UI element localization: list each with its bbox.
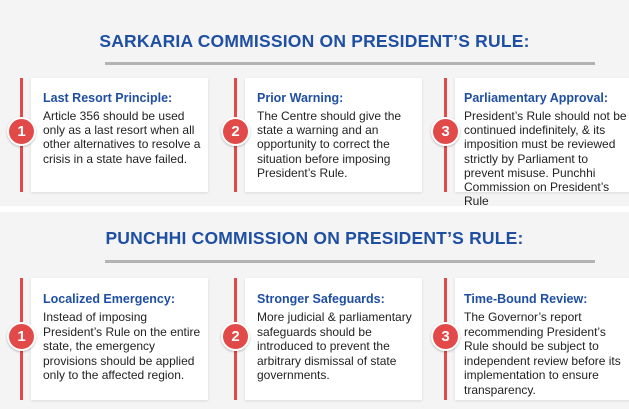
card-body: More judicial & parliamentary safeguards should be introduced to prevent the arbitrary dismissal of state governments.: [257, 310, 412, 383]
card-body: The Governor’s report recommending President’s Rule should be subject to independent review before its implementation to ensure transparency.: [464, 310, 621, 397]
card-title: Stronger Safeguards:: [257, 292, 385, 306]
recommendation-card-parliamentary-approval: [455, 78, 629, 209]
number-badge: 1: [7, 322, 36, 351]
recommendation-card-time-bound-review: [455, 278, 629, 400]
punchhi-commission-section: [0, 212, 629, 409]
number-badge: 2: [221, 117, 250, 146]
card-title: Last Resort Principle:: [43, 91, 173, 105]
card-body: The Centre should give the state a warning and an opportunity to correct the situation before imposing President’s Rule.: [257, 109, 402, 180]
divider: [105, 62, 595, 65]
number-badge: 3: [431, 117, 460, 146]
section-title: PUNCHHI COMMISSION ON PRESIDENT’S RULE:: [105, 228, 524, 248]
number-badge: 1: [7, 117, 36, 146]
number-badge: 2: [221, 322, 250, 351]
card-body: Article 356 should be used only as a last resort when all other alternatives to resolve a crisis in a state have failed.: [43, 109, 201, 166]
recommendation-card-last-resort: [31, 78, 208, 192]
number-badge: 3: [431, 322, 460, 351]
card-body: Instead of imposing President’s Rule on the entire state, the emergency provisions should be applied only to the affected region.: [43, 310, 201, 383]
recommendation-card-prior-warning: [245, 78, 422, 192]
section-title: SARKARIA COMMISSION ON PRESIDENT’S RULE:: [99, 31, 530, 51]
recommendation-card-stronger-safeguards: [245, 278, 422, 400]
card-body: President’s Rule should not be continued indefinitely, & its imposition must be reviewed strictly by Parliament to prevent misuse. Punchhi Commission on President’s Rule: [464, 109, 627, 209]
card-title: Localized Emergency:: [43, 292, 175, 306]
recommendation-card-localized-emergency: [31, 278, 208, 400]
card-title: Time-Bound Review:: [464, 292, 588, 306]
card-title: Prior Warning:: [257, 91, 344, 105]
divider: [105, 260, 595, 263]
card-title: Parliamentary Approval:: [464, 91, 609, 105]
